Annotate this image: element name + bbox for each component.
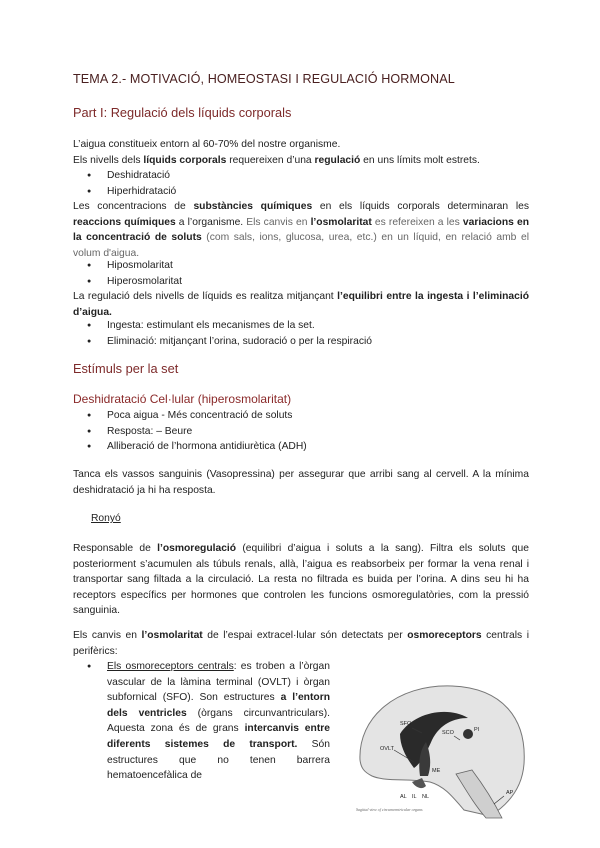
paragraph-concentrations: Les concentracions de substàncies químiques en els líquids corporals determinaran les reaccions químiques a l’organisme. Els canvis en l’osmolaritat es refereixen a les variacions en la concentració de soluts (com sals, ions, glucosa, urea, etc.) en un líquid, en relació amb el volum d'aigua. — [73, 201, 529, 259]
sfo-label: SFO — [400, 721, 412, 727]
sco-label: SCO — [442, 730, 454, 736]
paragraph-kidney: Responsable de l’osmoregulació (equilibri d’aigua i soluts a la sang). Filtra els soluts que posteriorment s’acumulen als túbuls renals, allà, l’aigua es reabsorbeix per formar la vena renal i transportar sang filtada a la circulació. La resta no filtrada es buida per l’orina. A dins seu hi ha receptors específics per hormones que controlen les funcions osmoregulatòries, com la pressió sanguinia. — [73, 543, 529, 617]
list-item: ● Hiperhidratació — [87, 184, 176, 200]
list-item: ● Els osmoreceptors centrals: es troben a l’òrgan vascular de la làmina terminal (OVLT) i òrgan subfornical (SFO). Son estructures a l’entorn dels ventricles (òrgans circunvantriculars). Aquesta zona és de grans intercanvis entre diferents sistemes de transport. Són estructures que no tenen barrera hematoencefàlica de — [87, 661, 331, 782]
figure-caption: Sagittal view of circumventricular organs — [356, 807, 423, 812]
paragraph-regulation: La regulació dels nivells de líquids es realitza mitjançant l’equilibri entre la ingesta i l’eliminació d’aigua. — [73, 291, 529, 318]
page-title: TEMA 2.- MOTIVACIÓ, HOMEOSTASI I REGULACIÓ HORMONAL — [73, 72, 455, 86]
paragraph-water: L’aigua constitueix entorn al 60-70% del nostre organisme. — [73, 139, 341, 150]
list-item: ● Deshidratació — [87, 168, 176, 184]
pineal-gland — [463, 729, 473, 739]
list-item: ● Eliminació: mitjançant l’orina, sudoració o per la respiració — [87, 334, 372, 350]
subheading-dehydration: Deshidratació Cel·lular (hiperosmolaritat) — [73, 392, 292, 406]
list-item: ● Hiperosmolaritat — [87, 274, 182, 290]
ovlt-label: OVLT — [380, 746, 394, 752]
paragraph-vasopressin: Tanca els vassos sanguinis (Vasopressina) per assegurar que arribi sang al cervell. A la mínima deshidratació ja hi ha resposta. — [73, 469, 529, 496]
list-dehydration — [87, 408, 307, 455]
list-osmolarity — [87, 258, 182, 289]
list-item: ● Resposta: – Beure — [87, 424, 307, 440]
list-hydration — [87, 168, 176, 199]
pi-label: PI — [474, 727, 480, 733]
me-label: ME — [432, 768, 441, 774]
section-heading-part1: Part I: Regulació dels líquids corporals — [73, 105, 292, 120]
il-label: IL — [412, 794, 417, 800]
al-label: AL — [400, 794, 407, 800]
paragraph-fluid-levels: Els nivells dels líquids corporals requereixen d’una regulació en uns límits molt estrets. — [73, 155, 480, 166]
paragraph-osmoreceptors: Els canvis en l’osmolaritat de l’espai extracel·lular són detectats per osmoreceptors centrals i perifèrics: — [73, 630, 529, 657]
brain-sagittal-figure — [356, 678, 529, 820]
list-item: ● Alliberació de l’hormona antidiurètica (ADH) — [87, 439, 307, 455]
nl-label: NL — [422, 794, 430, 800]
list-central-osmoreceptors — [87, 659, 330, 784]
list-item: ● Ingesta: estimulant els mecanismes de la set. — [87, 318, 372, 334]
subheading-kidney: Ronyó — [91, 513, 121, 524]
list-intake — [87, 318, 372, 349]
ap-label: AP — [506, 790, 514, 796]
list-item: ● Hiposmolaritat — [87, 258, 182, 274]
list-item: ● Poca aigua - Més concentració de soluts — [87, 408, 307, 424]
section-heading-thirst: Estímuls per la set — [73, 361, 179, 376]
